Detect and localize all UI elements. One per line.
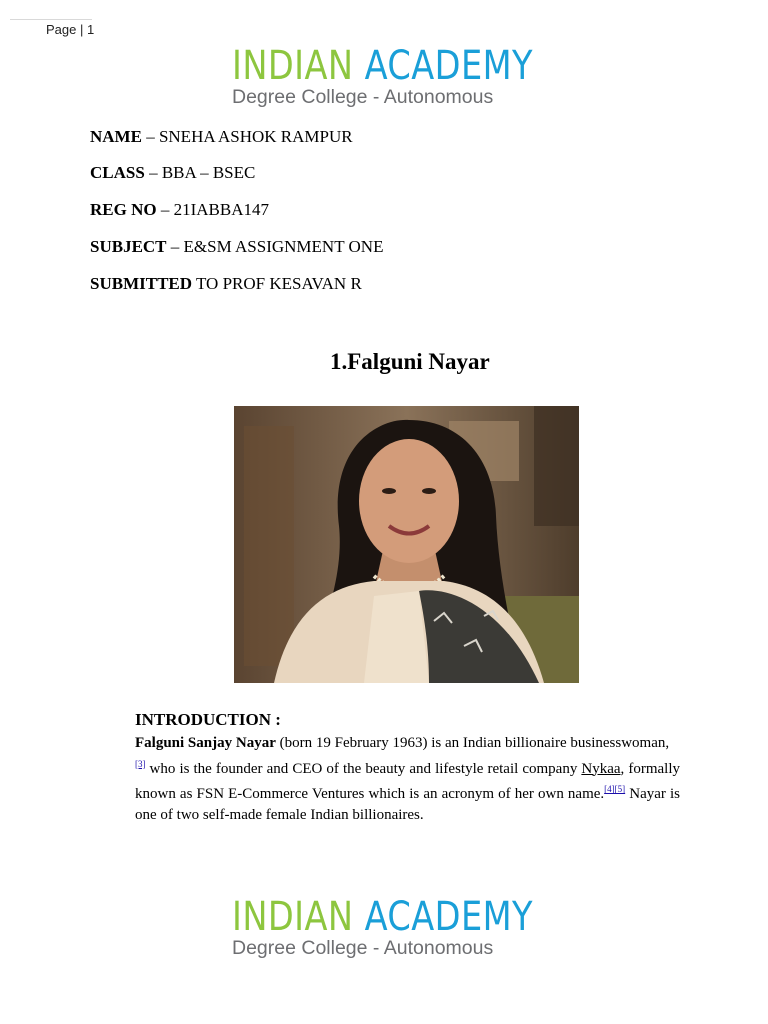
nykaa-link[interactable]: Nykaa bbox=[581, 760, 621, 777]
subject-name: Falguni Sanjay Nayar bbox=[135, 735, 276, 751]
portrait-photo bbox=[234, 406, 579, 683]
header-rule bbox=[10, 19, 92, 20]
logo-word-academy: ACADEMY bbox=[364, 43, 533, 89]
logo-subtitle: Degree College - Autonomous bbox=[232, 86, 494, 108]
logo-subtitle: Degree College - Autonomous bbox=[232, 937, 494, 959]
logo-word-academy: ACADEMY bbox=[364, 894, 533, 940]
college-logo-bottom bbox=[232, 895, 532, 960]
detail-submitted: SUBMITTED TO PROF KESAVAN R bbox=[90, 274, 362, 293]
intro-heading: INTRODUCTION : bbox=[135, 710, 281, 729]
reference-4-5[interactable]: [4][5] bbox=[604, 784, 626, 794]
logo-word-indian: INDIAN bbox=[232, 43, 354, 89]
section-title: 1.Falguni Nayar bbox=[330, 349, 490, 374]
detail-reg-no: REG NO – 21IABBA147 bbox=[90, 200, 269, 219]
college-logo-top bbox=[232, 44, 532, 109]
page-number: Page | 1 bbox=[46, 22, 95, 37]
detail-subject: SUBJECT – E&SM ASSIGNMENT ONE bbox=[90, 237, 384, 256]
detail-class: CLASS – BBA – BSEC bbox=[90, 163, 256, 182]
reference-3[interactable]: [3] bbox=[135, 758, 146, 769]
logo-word-indian: INDIAN bbox=[232, 894, 354, 940]
detail-name: NAME – SNEHA ASHOK RAMPUR bbox=[90, 127, 353, 146]
intro-paragraph: Falguni Sanjay Nayar (born 19 February 1963) is an Indian billionaire businesswoman, [3] who is the founder and CEO of the beauty and lifestyle retail company Nykaa, formally known as FSN E-Commerce Ventures which is an acronym of her own name.[4][5] Nayar is one of two self-made female Indian billionaires. bbox=[135, 735, 680, 823]
